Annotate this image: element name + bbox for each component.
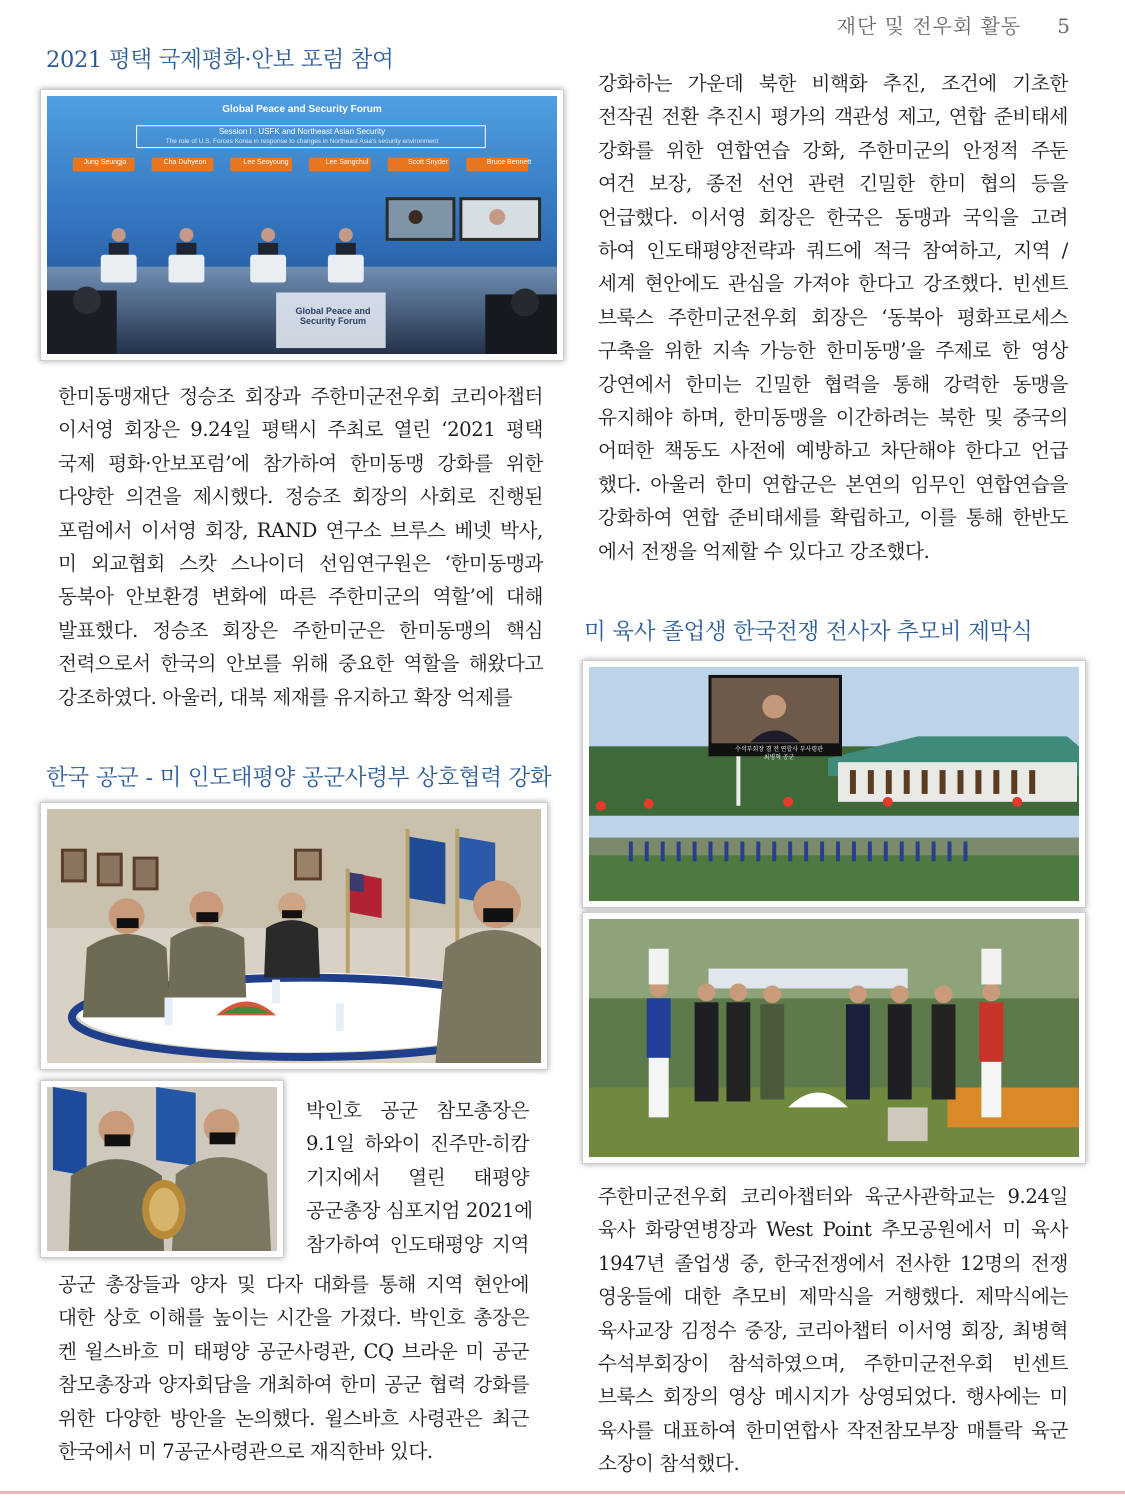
article-title-memorial: 미 육사 졸업생 한국전쟁 전사자 추모비 제막식 xyxy=(584,619,1033,645)
text-line: 강화를 위한 연합연습 강화, 주한미군의 안정적 주둔 xyxy=(598,138,1068,162)
text-line: 포럼에서 이서영 회장, RAND 연구소 브루스 베넷 박사, xyxy=(58,518,543,542)
text-line: 박인호 공군 참모총장은 xyxy=(306,1099,529,1122)
speaker-name: Jung Seungjo xyxy=(83,159,127,166)
text-line: 참가하여 인도태평양 지역 xyxy=(306,1232,529,1256)
text-line: 공군총장 심포지엄 2021에 xyxy=(306,1199,533,1223)
text-line: 에서 전쟁을 억제할 수 있다고 강조했다. xyxy=(598,539,930,563)
text-line: 한미동맹재단 정승조 회장과 주한미군전우회 코리아챕터 xyxy=(58,385,543,408)
page-number: 5 xyxy=(1057,14,1071,38)
text-line: 발표했다. 정승조 회장은 주한미군은 한미동맹의 핵심 xyxy=(58,618,543,642)
text-line: 육사 화랑연병장과 West Point 추모공원에서 미 육사 xyxy=(598,1218,1068,1242)
screen-caption-line: 수석부회장 겸 전 연합사 부사령관 xyxy=(735,747,823,753)
forum-session: Session I : USFK and Northeast Asian Security xyxy=(218,127,386,136)
text-line: 공군 총장들과 양자 및 다자 대화를 통해 지역 현안에 xyxy=(58,1273,529,1296)
unveiling-photo xyxy=(582,912,1086,1164)
text-line: 1947년 졸업생 중, 한국전쟁에서 전사한 12명의 전쟁 xyxy=(598,1251,1068,1275)
forum-text-left xyxy=(58,380,543,714)
article-title-airforce: 한국 공군 - 미 인도태평양 공군사령부 상호협력 강화 xyxy=(46,765,552,791)
text-line: 육사교장 김정수 중장, 코리아챕터 이서영 회장, 최병혁 xyxy=(598,1318,1068,1342)
text-line: 한국에서 미 7공군사령관으로 재직한바 있다. xyxy=(58,1440,433,1464)
text-line: 이서영 회장은 9.24일 평택시 주최로 열린 ‘2021 평택 xyxy=(58,418,543,442)
text-line: 대한 상호 이해를 높이는 시간을 가졌다. 박인호 총장은 xyxy=(58,1306,529,1330)
text-line: 강조하였다. 아울러, 대북 제재를 유지하고 확장 억제를 xyxy=(58,685,513,709)
page-header xyxy=(837,10,1071,39)
text-line: 구축을 위한 지속 가능한 한미동맹’을 주제로 한 영상 xyxy=(598,339,1068,363)
text-line: 브룩스 주한미군전우회 회장은 ‘동북아 평화프로세스 xyxy=(598,305,1068,329)
text-line: 수석부회장이 참석하였으며, 주한미군전우회 빈센트 xyxy=(598,1352,1068,1376)
text-line: 하여 인도태평양전략과 쿼드에 적극 참여하고, 지역 / xyxy=(598,239,1068,263)
meeting-photo xyxy=(40,802,548,1070)
speaker-name: Lee Seoyoung xyxy=(243,159,289,166)
section-title: 재단 및 전우회 활동 xyxy=(836,14,1022,38)
text-line: 강연에서 한미는 긴밀한 협력을 통해 강력한 동맹을 xyxy=(598,372,1068,396)
text-line: 세계 현안에도 관심을 가져야 한다고 강조했다. 빈센트 xyxy=(598,272,1068,296)
forum-text-right xyxy=(598,67,1068,568)
speaker-name: Lee Sangchul xyxy=(325,159,369,166)
speaker-name: Scott Snyder xyxy=(407,159,449,166)
parade-photo xyxy=(582,660,1086,908)
screen-caption-line: 최병혁 공군 xyxy=(763,755,795,761)
screen-caption xyxy=(714,746,844,762)
speaker-name: Bruce Bennett xyxy=(486,159,532,166)
text-line: 강화하는 가운데 북한 비핵화 추진, 조건에 기초한 xyxy=(598,72,1068,95)
text-line: 소장이 참석했다. xyxy=(598,1452,740,1476)
text-line: 9.1일 하와이 진주만-히캄 xyxy=(306,1132,529,1156)
forum-banner-title: Global Peace and Security Forum xyxy=(222,104,382,115)
text-line: 국제 평화·안보포럼’에 참가하여 한미동맹 강화를 위한 xyxy=(58,451,543,475)
article-title-forum: 2021 평택 국제평화·안보 포럼 참여 xyxy=(46,47,394,73)
text-line: 기지에서 열린 태평양 xyxy=(306,1165,529,1189)
forum-photo xyxy=(40,89,564,361)
footer-rule xyxy=(0,1491,1125,1494)
plaque-photo xyxy=(40,1080,284,1258)
podium-logo: Global Peace and Security Forum xyxy=(295,306,371,326)
text-line: 여건 보장, 종전 선언 관련 긴밀한 한미 협의 등을 xyxy=(598,172,1068,196)
text-line: 위한 다양한 방안을 논의했다. 윌스바흐 사령관은 최근 xyxy=(58,1406,529,1430)
airforce-text-side xyxy=(306,1094,533,1261)
forum-subtitle: The role of U.S. Forces Korea in response to changes in Northeast Asia's security environment xyxy=(165,138,439,145)
text-line: 강화하여 연합 준비태세를 확립하고, 이를 통해 한반도 xyxy=(598,506,1068,530)
text-line: 전작권 전환 추진시 평가의 객관성 제고, 연합 준비태세 xyxy=(598,105,1068,129)
memorial-text xyxy=(598,1180,1068,1481)
text-line: 다양한 의견을 제시했다. 정승조 회장의 사회로 진행된 xyxy=(58,485,543,509)
text-line: 전력으로서 한국의 안보를 위해 중요한 역할을 해왔다고 xyxy=(58,652,543,676)
text-line: 켄 윌스바흐 미 태평양 공군사령관, CQ 브라운 미 공군 xyxy=(58,1339,529,1363)
text-line: 영웅들에 대한 추모비 제막식을 거행했다. 제막식에는 xyxy=(598,1285,1068,1309)
text-line: 유지해야 하며, 한미동맹을 이간하려는 북한 및 중국의 xyxy=(598,406,1068,430)
text-line: 했다. 아울러 한미 연합군은 본연의 임무인 연합연습을 xyxy=(598,472,1068,496)
speaker-nameplates xyxy=(47,159,557,175)
airforce-text-bottom xyxy=(58,1268,529,1468)
text-line: 동북아 안보환경 변화에 따른 주한미군의 역할’에 대해 xyxy=(58,585,543,609)
speaker-name: Cha Duhyeon xyxy=(163,159,207,166)
text-line: 브룩스 회장의 영상 메시지가 상영되었다. 행사에는 미 xyxy=(598,1385,1068,1409)
text-line: 언급했다. 이서영 회장은 한국은 동맹과 국익을 고려 xyxy=(598,205,1068,229)
text-line: 참모총장과 양자회담을 개최하여 한미 공군 협력 강화를 xyxy=(58,1373,529,1397)
text-line: 육사를 대표하여 한미연합사 작전참모부장 매틀락 육군 xyxy=(598,1418,1068,1442)
text-line: 미 외교협회 스캇 스나이더 선임연구원은 ‘한미동맹과 xyxy=(58,552,543,576)
text-line: 주한미군전우회 코리아챕터와 육군사관학교는 9.24일 xyxy=(598,1185,1068,1208)
text-line: 어떠한 책동도 사전에 예방하고 차단해야 한다고 언급 xyxy=(598,439,1068,463)
